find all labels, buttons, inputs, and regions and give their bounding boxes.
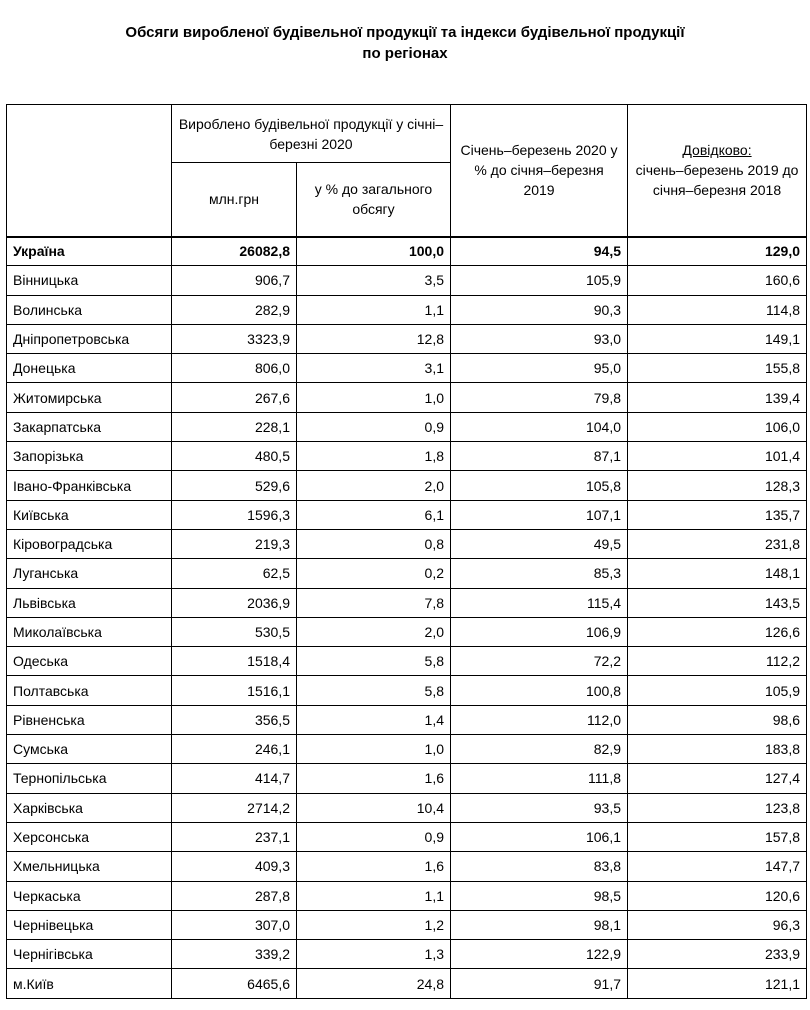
value-mln-grn: 267,6 [172, 383, 297, 412]
value-percent: 3,1 [297, 354, 451, 383]
value-percent: 1,2 [297, 910, 451, 939]
table-row [7, 910, 807, 939]
table-row [7, 383, 807, 412]
value-percent: 1,6 [297, 852, 451, 881]
value-index-2020: 93,5 [451, 793, 628, 822]
table-row [7, 617, 807, 646]
value-index-2020: 106,1 [451, 822, 628, 851]
value-percent: 0,8 [297, 529, 451, 558]
value-reference: 98,6 [628, 705, 807, 734]
value-reference: 148,1 [628, 559, 807, 588]
header-mln-grn: млн.грн [172, 163, 297, 237]
value-reference: 149,1 [628, 324, 807, 353]
region-name: Запорізька [7, 442, 172, 471]
region-name: Полтавська [7, 676, 172, 705]
value-index-2020: 104,0 [451, 412, 628, 441]
table-row [7, 852, 807, 881]
value-mln-grn: 3323,9 [172, 324, 297, 353]
value-reference: 139,4 [628, 383, 807, 412]
value-mln-grn: 906,7 [172, 266, 297, 295]
region-name: м.Київ [7, 969, 172, 998]
header-reference-label: Довідково: [682, 142, 752, 159]
table-row [7, 529, 807, 558]
value-percent: 10,4 [297, 793, 451, 822]
value-index-2020: 115,4 [451, 588, 628, 617]
title-line-1: Обсяги виробленої будівельної продукції та індекси будівельної продукції [125, 24, 685, 41]
table-row-total [7, 237, 807, 266]
value-index-2020: 85,3 [451, 559, 628, 588]
region-name: Закарпатська [7, 412, 172, 441]
value-index-2020: 105,8 [451, 471, 628, 500]
value-index-2020: 122,9 [451, 940, 628, 969]
table-row [7, 559, 807, 588]
value-index-2020: 87,1 [451, 442, 628, 471]
table-row [7, 764, 807, 793]
value-percent: 1,6 [297, 764, 451, 793]
table-row [7, 881, 807, 910]
table-row [7, 471, 807, 500]
value-mln-grn: 237,1 [172, 822, 297, 851]
value-reference: 129,0 [628, 237, 807, 266]
value-mln-grn: 339,2 [172, 940, 297, 969]
value-reference: 121,1 [628, 969, 807, 998]
value-percent: 1,0 [297, 735, 451, 764]
region-name: Дніпропетровська [7, 324, 172, 353]
value-reference: 147,7 [628, 852, 807, 881]
table-row [7, 500, 807, 529]
header-reference [628, 105, 807, 237]
region-name: Одеська [7, 647, 172, 676]
value-reference: 155,8 [628, 354, 807, 383]
region-name: Україна [7, 237, 172, 266]
value-mln-grn: 1516,1 [172, 676, 297, 705]
value-index-2020: 98,1 [451, 910, 628, 939]
region-name: Донецька [7, 354, 172, 383]
value-reference: 120,6 [628, 881, 807, 910]
region-name: Рівненська [7, 705, 172, 734]
value-percent: 1,8 [297, 442, 451, 471]
table-row [7, 940, 807, 969]
table-row [7, 412, 807, 441]
value-percent: 1,0 [297, 383, 451, 412]
value-index-2020: 49,5 [451, 529, 628, 558]
value-index-2020: 91,7 [451, 969, 628, 998]
value-index-2020: 107,1 [451, 500, 628, 529]
value-mln-grn: 530,5 [172, 617, 297, 646]
value-percent: 3,5 [297, 266, 451, 295]
region-name: Житомирська [7, 383, 172, 412]
value-mln-grn: 414,7 [172, 764, 297, 793]
value-mln-grn: 529,6 [172, 471, 297, 500]
table-row [7, 735, 807, 764]
value-percent: 6,1 [297, 500, 451, 529]
value-reference: 105,9 [628, 676, 807, 705]
header-index-2020: Січень–березень 2020 у % до січня–березня 2019 [451, 105, 628, 237]
value-index-2020: 72,2 [451, 647, 628, 676]
value-percent: 0,9 [297, 822, 451, 851]
region-name: Вінницька [7, 266, 172, 295]
region-name: Львівська [7, 588, 172, 617]
header-reference-text: січень–березень 2019 до січня–березня 2018 [635, 162, 799, 199]
value-percent: 24,8 [297, 969, 451, 998]
value-mln-grn: 2714,2 [172, 793, 297, 822]
value-mln-grn: 307,0 [172, 910, 297, 939]
table-row [7, 442, 807, 471]
region-name: Кіровоградська [7, 529, 172, 558]
regional-construction-table [6, 104, 807, 999]
value-reference: 127,4 [628, 764, 807, 793]
title-line-2: по регіонах [362, 45, 448, 62]
value-reference: 106,0 [628, 412, 807, 441]
value-index-2020: 112,0 [451, 705, 628, 734]
table-row [7, 676, 807, 705]
table-row [7, 705, 807, 734]
value-reference: 114,8 [628, 295, 807, 324]
value-percent: 1,1 [297, 881, 451, 910]
value-reference: 96,3 [628, 910, 807, 939]
region-name: Луганська [7, 559, 172, 588]
region-name: Сумська [7, 735, 172, 764]
value-mln-grn: 480,5 [172, 442, 297, 471]
value-reference: 143,5 [628, 588, 807, 617]
value-index-2020: 90,3 [451, 295, 628, 324]
value-reference: 112,2 [628, 647, 807, 676]
value-mln-grn: 409,3 [172, 852, 297, 881]
table-row [7, 793, 807, 822]
value-index-2020: 105,9 [451, 266, 628, 295]
value-mln-grn: 806,0 [172, 354, 297, 383]
table-row [7, 822, 807, 851]
region-name: Миколаївська [7, 617, 172, 646]
header-region-cell [7, 105, 172, 237]
value-reference: 135,7 [628, 500, 807, 529]
table-row [7, 295, 807, 324]
value-mln-grn: 246,1 [172, 735, 297, 764]
value-reference: 183,8 [628, 735, 807, 764]
value-percent: 1,1 [297, 295, 451, 324]
region-name: Тернопільська [7, 764, 172, 793]
value-index-2020: 106,9 [451, 617, 628, 646]
value-percent: 12,8 [297, 324, 451, 353]
region-name: Київська [7, 500, 172, 529]
value-percent: 7,8 [297, 588, 451, 617]
value-reference: 123,8 [628, 793, 807, 822]
table-row [7, 324, 807, 353]
value-index-2020: 95,0 [451, 354, 628, 383]
value-percent: 100,0 [297, 237, 451, 266]
value-mln-grn: 26082,8 [172, 237, 297, 266]
table-header [7, 105, 807, 237]
value-mln-grn: 219,3 [172, 529, 297, 558]
document-title [0, 22, 810, 64]
value-percent: 5,8 [297, 676, 451, 705]
value-reference: 157,8 [628, 822, 807, 851]
table-row [7, 969, 807, 998]
value-index-2020: 98,5 [451, 881, 628, 910]
value-mln-grn: 1518,4 [172, 647, 297, 676]
table-row [7, 588, 807, 617]
value-percent: 2,0 [297, 471, 451, 500]
value-index-2020: 100,8 [451, 676, 628, 705]
region-name: Харківська [7, 793, 172, 822]
value-mln-grn: 282,9 [172, 295, 297, 324]
table-body [7, 237, 807, 999]
value-reference: 231,8 [628, 529, 807, 558]
value-mln-grn: 228,1 [172, 412, 297, 441]
value-mln-grn: 6465,6 [172, 969, 297, 998]
value-index-2020: 79,8 [451, 383, 628, 412]
region-name: Херсонська [7, 822, 172, 851]
value-index-2020: 93,0 [451, 324, 628, 353]
value-reference: 128,3 [628, 471, 807, 500]
header-produced-group: Вироблено будівельної продукції у січні–березні 2020 [172, 105, 451, 163]
value-mln-grn: 1596,3 [172, 500, 297, 529]
value-mln-grn: 356,5 [172, 705, 297, 734]
value-reference: 160,6 [628, 266, 807, 295]
table-row [7, 647, 807, 676]
value-mln-grn: 2036,9 [172, 588, 297, 617]
value-percent: 1,3 [297, 940, 451, 969]
value-mln-grn: 62,5 [172, 559, 297, 588]
value-index-2020: 82,9 [451, 735, 628, 764]
value-index-2020: 111,8 [451, 764, 628, 793]
header-percent-total: у % до загального обсягу [297, 163, 451, 237]
value-index-2020: 83,8 [451, 852, 628, 881]
region-name: Івано-Франківська [7, 471, 172, 500]
region-name: Хмельницька [7, 852, 172, 881]
value-percent: 1,4 [297, 705, 451, 734]
value-mln-grn: 287,8 [172, 881, 297, 910]
value-reference: 233,9 [628, 940, 807, 969]
value-percent: 0,2 [297, 559, 451, 588]
value-reference: 101,4 [628, 442, 807, 471]
value-percent: 5,8 [297, 647, 451, 676]
table-row [7, 354, 807, 383]
value-percent: 2,0 [297, 617, 451, 646]
table-row [7, 266, 807, 295]
value-index-2020: 94,5 [451, 237, 628, 266]
region-name: Чернігівська [7, 940, 172, 969]
region-name: Волинська [7, 295, 172, 324]
value-percent: 0,9 [297, 412, 451, 441]
region-name: Черкаська [7, 881, 172, 910]
value-reference: 126,6 [628, 617, 807, 646]
region-name: Чернівецька [7, 910, 172, 939]
